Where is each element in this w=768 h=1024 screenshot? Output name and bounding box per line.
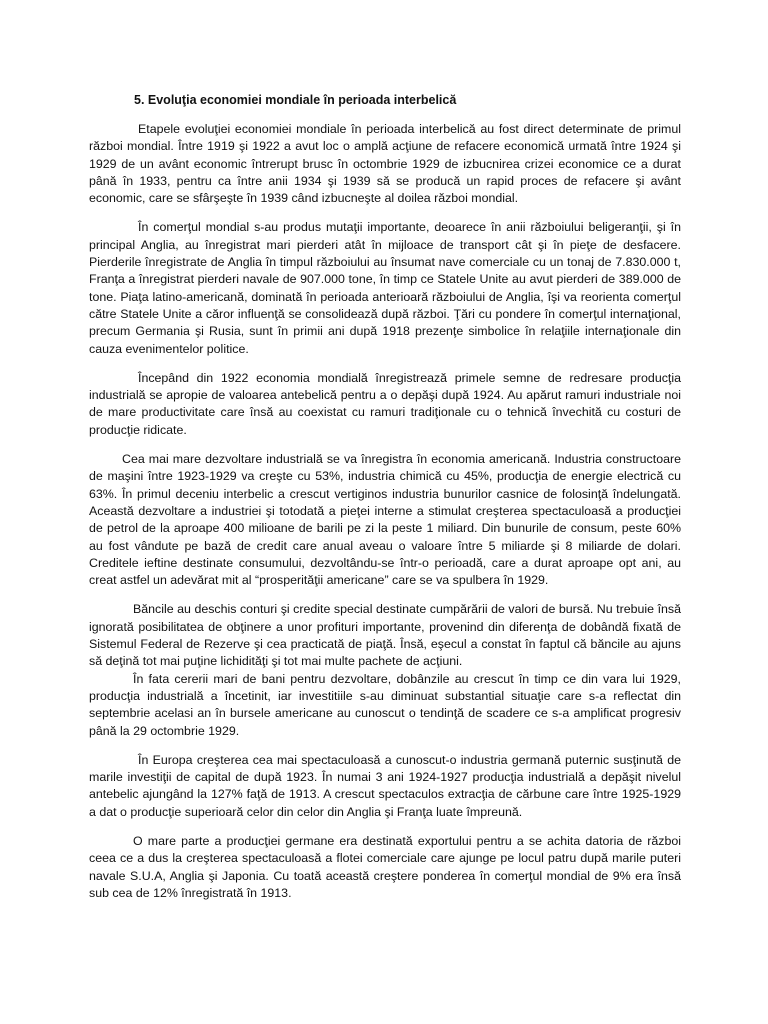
document-page [89,92,681,902]
section-title: 5. Evoluţia economiei mondiale în perioada interbelică [134,93,457,107]
paragraph-recovery-1922: Începând din 1922 economia mondială înregistrează primele semne de redresare producţia industrială se apropie de valoarea antebelică pentru a o depăşi după 1924. Au apărut ramuri industriale noi de mare productivitate care însă au coexistat cu ramuri tradiţionale cu o tehnică învechită cu costuri de producţie ridicate. [89,370,681,437]
paragraph-world-trade: În comerţul mondial s-au produs mutaţii importante, deoarece în anii războiului beligeranţii, şi în principal Anglia, au înregistrat mari pierderi atât în mijloace de transport cât şi în pieţe de desfacere. Pierderile înregistrate de Anglia în timpul războiului au însumat nave comerciale cu un tonaj de 7.830.000 t, Franţa a înregistrat pierderi navale de 907.000 tone, în timp ce Statele Unite au avut pierderi de 389.000 de tone. Piaţa latino-americană, dominată în perioada anterioară războiului de Anglia, îşi va reorienta comerţul către Statele Unite a căror influenţă se consolidează după război. Ţări cu pondere în comerţul internaţional, precum Germania şi Rusia, sunt în primii ani după 1918 prezenţe simbolice în relaţiile internaţionale din cauza evenimentelor politice. [89,220,681,356]
paragraph-1929-crash: În fata cererii mari de bani pentru dezvoltare, dobânzile au crescut în timp ce din vara lui 1929, producţia industrială a încetinit, iar investitiile s-au diminuat substantial situaţie care s-a reflectat din septembrie acelasi an în bursele americane au cunoscut o tendinţă de scadere ce s-a amplificat progresiv până la 29 octombrie 1929. [89,671,681,738]
paragraph-german-exports: O mare parte a producţiei germane era destinată exportului pentru a se achita datoria de război ceea ce a dus la creşterea spectaculoasă a flotei comerciale care ajunge pe locul patru după marile puteri navale S.U.A, Anglia şi Japonia. Cu toată această creştere ponderea în comerţul mondial de 9% era însă sub cea de 12% înregistrată în 1913. [89,833,681,900]
paragraph-american-economy: Cea mai mare dezvoltare industrială se va înregistra în economia americană. Industria constructoare de maşini între 1923-1929 va creşte cu 53%, industria chimică cu 45%, producţia de energie electrică cu 63%. În primul deceniu interbelic a crescut vertiginos industria bunurilor casnice de folosinţă îndelungată. Această dezvoltare a industriei şi totodată a pieţei interne a stimulat creşterea spectaculoasă a producţiei de petrol de la aproape 400 milioane de barili pe zi la peste 1 miliard. Din bunurile de consum, peste 60% au fost vândute pe bază de credit care anual aveau o valoare între 5 miliarde şi 8 miliarde de dolari. Creditele ieftine destinate consumului, dezvoltându-se într-o perioadă, care a durat aproape opt ani, au creat astfel un adevărat mit al “prosperităţii americane” care se va spulbera în 1929. [89,452,681,588]
paragraph-periodization: Etapele evoluţiei economiei mondiale în perioada interbelică au fost direct determinate de primul război mondial. Între 1919 şi 1922 a avut loc o amplă acţiune de refacere economică urmată între 1924 şi 1929 de un avânt economic întrerupt brusc în octombrie 1929 de izbucnirea crizei economice ce a durat până în 1933, pentru ca între anii 1934 şi 1939 să se producă un rapid proces de refacere şi avânt economic, care se sfârşeşte în 1939 când izbucneşte al doilea război mondial. [89,122,681,206]
paragraph-banks: Băncile au deschis conturi şi credite special destinate cumpărării de valori de bursă. Nu trebuie însă ignorată posibilitatea de obţinere a unor profituri importante, provenind din diferenţa de dobândă fixată de Sistemul Federal de Rezerve şi cea practicată de piaţă. Însă, eşecul a constat în faptul că băncile au ajuns să deţină tot mai puţine lichidităţi şi tot mai multe pachete de acţiuni. [89,602,681,669]
paragraph-germany-industry: În Europa creşterea cea mai spectaculoasă a cunoscut-o industria germană puternic susţinută de marile investiţii de capital de după 1923. În numai 3 ani 1924-1927 producţia industrială a depăşit nivelul antebelic ajungând la 127% faţă de 1913. A crescut spectaculos extracţia de cărbune care între 1925-1929 a dat o producţie superioară celor din celor din Anglia şi Franţa luate împreună. [89,752,681,819]
